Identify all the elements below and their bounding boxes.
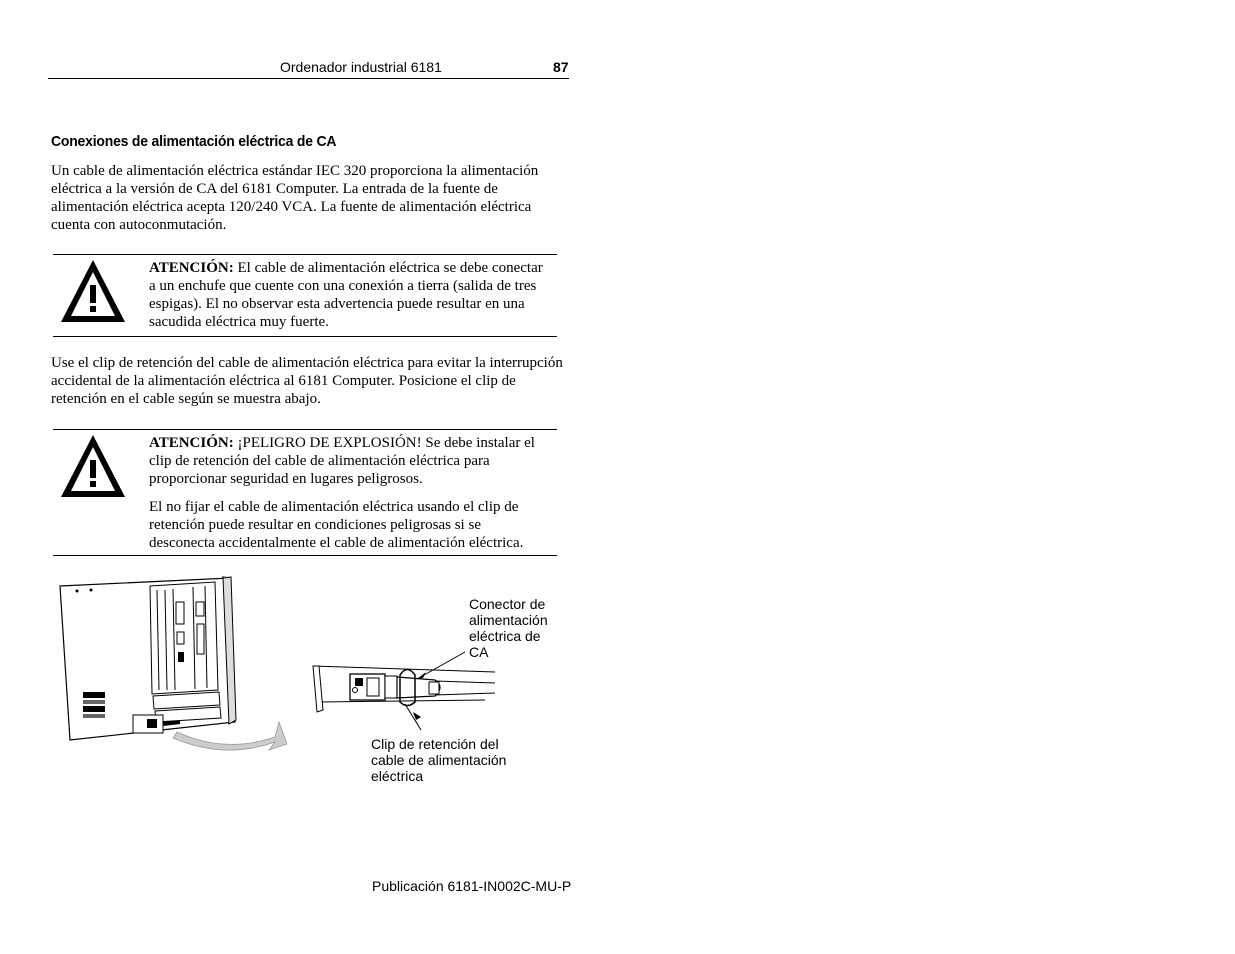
header-rule	[48, 78, 569, 79]
warning-1-bottom-rule	[53, 336, 557, 337]
section-heading: Conexiones de alimentación eléctrica de CA	[51, 133, 337, 150]
warning-2-bottom-rule	[53, 555, 557, 556]
page-number: 87	[553, 59, 569, 75]
callout-clip: Clip de retención del cable de alimentación eléctrica	[371, 736, 507, 784]
warning-2-label: ATENCIÓN:	[149, 435, 234, 451]
warning-1-body: El cable de alimentación eléctrica se debe conectar a un enchufe que cuente con una conexión a tierra (salida de tres espigas). El no observar esta advertencia puede resultar en una sacudida eléctrica muy fuerte.	[149, 260, 543, 330]
warning-triangle-icon	[60, 433, 126, 499]
warning-2-body: ¡PELIGRO DE EXPLOSIÓN! Se debe instalar el clip de retención del cable de alimentación eléctrica para proporcionar seguridad en lugares peligrosos.	[149, 435, 535, 487]
warning-2-top-rule	[53, 429, 557, 430]
retention-paragraph: Use el clip de retención del cable de alimentación eléctrica para evitar la interrupción accidental de la alimentación eléctrica al 6181 Computer. Posicione el clip de retención en el cable según se muestra abajo.	[51, 355, 563, 407]
callout-connector: Conector de alimentación eléctrica de CA	[469, 596, 548, 660]
warning-1-top-rule	[53, 254, 557, 255]
intro-paragraph: Un cable de alimentación eléctrica estándar IEC 320 proporciona la alimentación eléctrica a la versión de CA del 6181 Computer. La entrada de la fuente de alimentación eléctrica acepta 120/240 VCA. La fuente de alimentación eléctrica cuenta con autoconmutación.	[51, 163, 539, 233]
warning-2-text	[149, 434, 549, 552]
warning-1-text	[149, 259, 549, 331]
warning-2-body-2: El no fijar el cable de alimentación eléctrica usando el clip de retención puede resultar en condiciones peligrosas si se desconecta accidentalmente el cable de alimentación eléctrica.	[149, 499, 524, 551]
header-title: Ordenador industrial 6181	[280, 59, 442, 75]
warning-1-label: ATENCIÓN:	[149, 260, 234, 276]
warning-triangle-icon	[60, 258, 126, 324]
computer-rear-illustration	[55, 572, 505, 757]
footer-publication: Publicación 6181-IN002C-MU-P	[372, 878, 572, 894]
